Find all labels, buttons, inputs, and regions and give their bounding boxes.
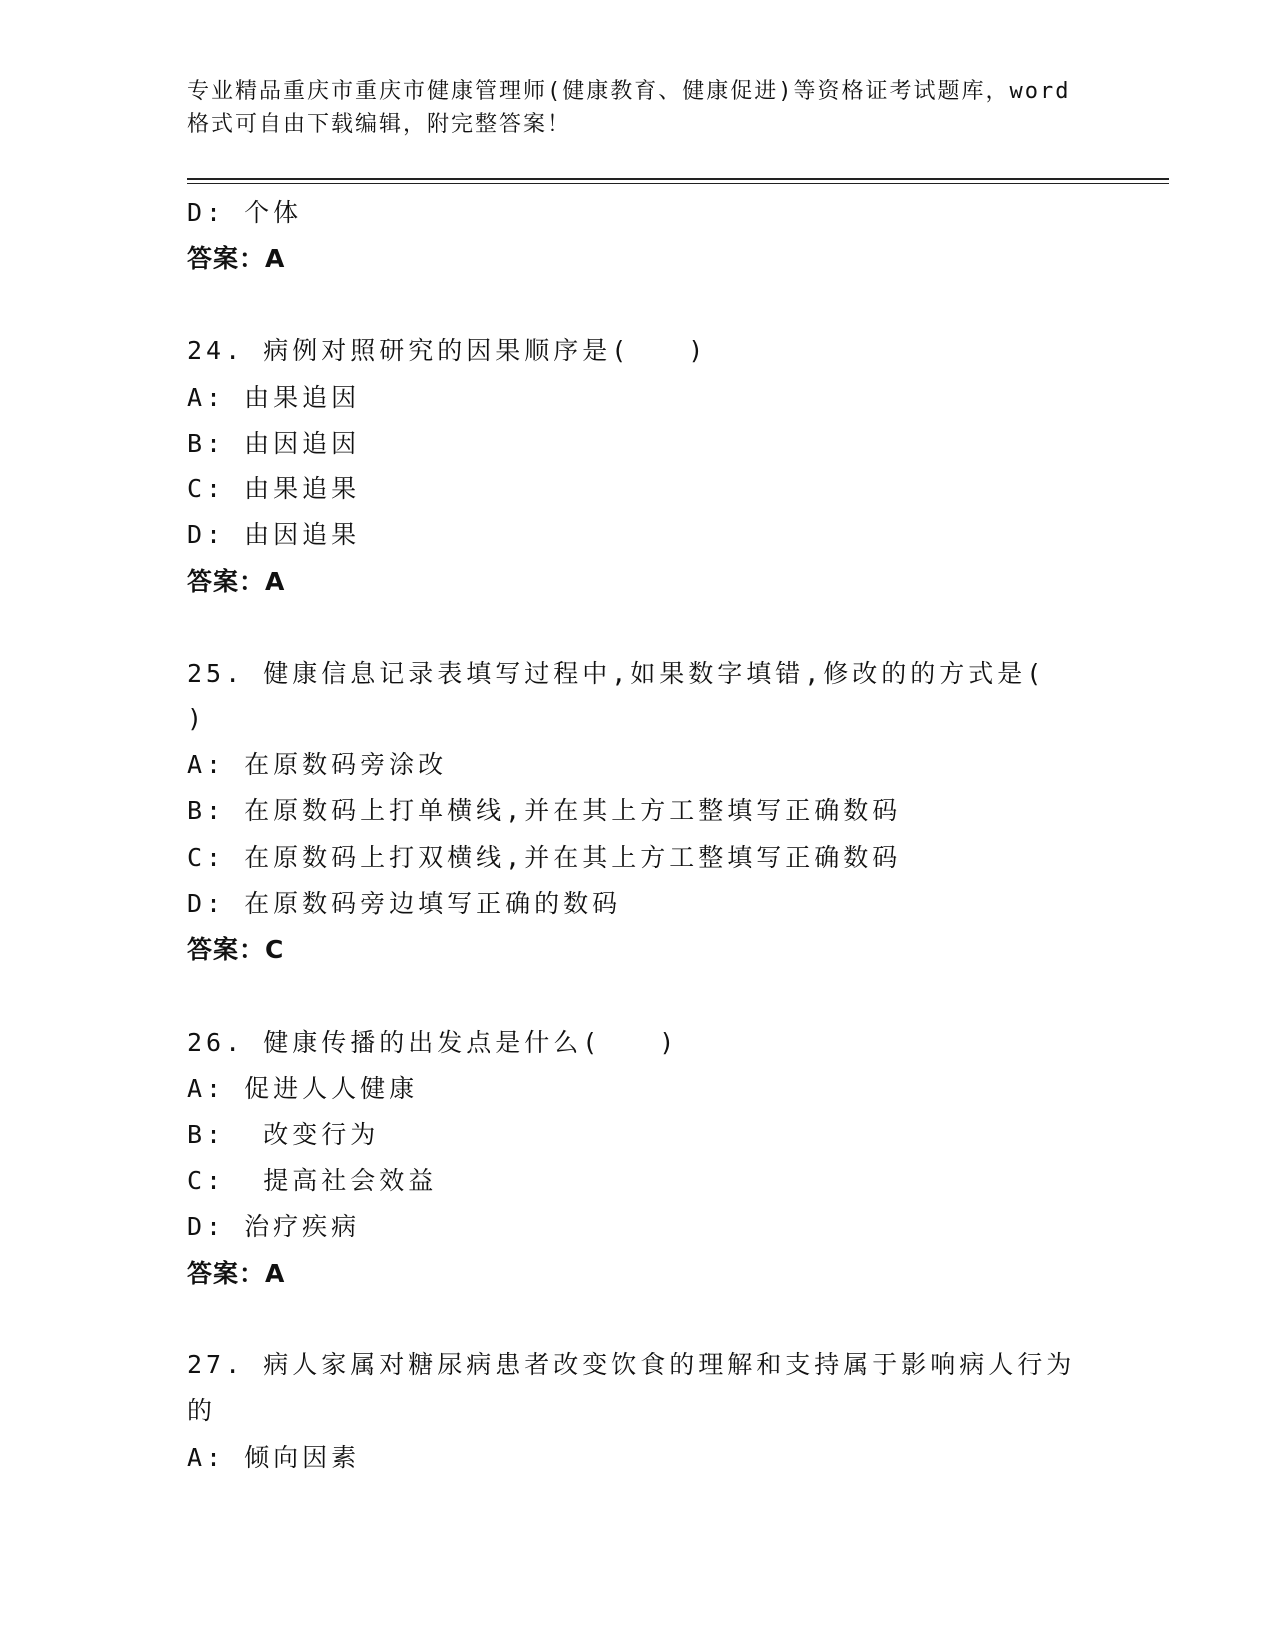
option-b: B: 由因追因 xyxy=(187,429,361,458)
question-stem: 27. 病人家属对糖尿病患者改变饮食的理解和支持属于影响病人行为 xyxy=(187,1350,1076,1379)
question-stem-cont: 的 xyxy=(187,1396,217,1425)
answer: 答案：A xyxy=(187,244,286,273)
header-line-2: 格式可自由下载编辑，附完整答案！ xyxy=(187,112,572,137)
header-divider xyxy=(187,178,1169,180)
option-b: B: 改变行为 xyxy=(187,1120,380,1149)
answer: 答案：A xyxy=(187,1259,286,1288)
question-stem: 26. 健康传播的出发点是什么( ) xyxy=(187,1028,679,1057)
option-d: D: 治疗疾病 xyxy=(187,1212,361,1241)
header-line-1: 专业精品重庆市重庆市健康管理师(健康教育、健康促进)等资格证考试题库，word xyxy=(187,79,1071,104)
option-c: C: 提高社会效益 xyxy=(187,1166,438,1195)
option-c: C: 在原数码上打双横线,并在其上方工整填写正确数码 xyxy=(187,843,902,872)
answer: 答案：A xyxy=(187,567,286,596)
option-a: A: 倾向因素 xyxy=(187,1443,361,1472)
option-a: A: 在原数码旁涂改 xyxy=(187,750,448,779)
option-c: C: 由果追果 xyxy=(187,474,361,503)
option-d: D: 由因追果 xyxy=(187,520,361,549)
question-stem: 24. 病例对照研究的因果顺序是( ) xyxy=(187,336,708,365)
option-a: A: 促进人人健康 xyxy=(187,1074,419,1103)
option-d: D: 在原数码旁边填写正确的数码 xyxy=(187,889,622,918)
header-divider-thin xyxy=(187,183,1169,184)
question-stem-cont: ) xyxy=(187,704,207,733)
question-stem: 25. 健康信息记录表填写过程中,如果数字填错,修改的的方式是( xyxy=(187,659,1046,688)
option-b: B: 在原数码上打单横线,并在其上方工整填写正确数码 xyxy=(187,796,902,825)
answer: 答案：C xyxy=(187,935,285,964)
option-a: A: 由果追因 xyxy=(187,383,361,412)
option-d: D: 个体 xyxy=(187,198,303,227)
